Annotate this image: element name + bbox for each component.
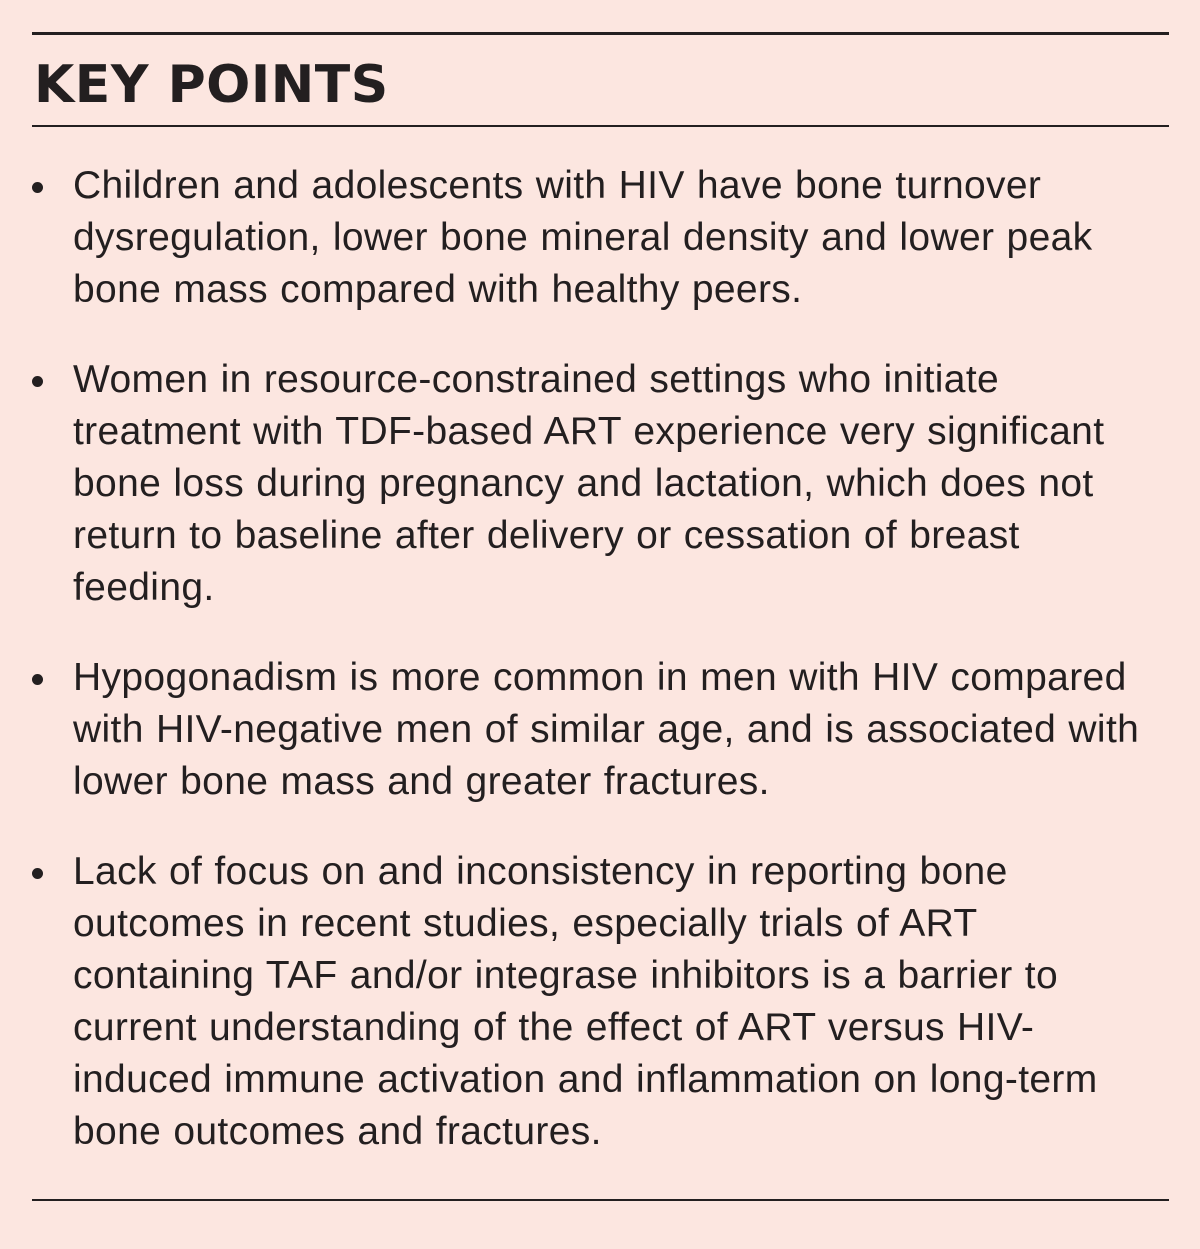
bottom-rule bbox=[32, 1199, 1169, 1201]
heading-rule bbox=[32, 125, 1169, 127]
key-point-text: Lack of focus on and inconsistency in reporting bone outcomes in recent studies, especially trials of ART containing TAF and/or integrase inhibitors is a barrier to current understanding of the effect of ART versus HIV-induced immune activation and inflammation on long-term bone outcomes and fractures. bbox=[73, 850, 1098, 1153]
key-point-item bbox=[32, 160, 1169, 316]
key-points-box bbox=[32, 32, 1169, 1196]
bullet-icon bbox=[32, 182, 43, 193]
bullet-icon bbox=[32, 674, 43, 685]
top-rule bbox=[32, 32, 1169, 35]
key-points-list bbox=[32, 160, 1169, 1158]
key-point-text: Hypogonadism is more common in men with HIV compared with HIV-negative men of similar age, and is associated with lower bone mass and greater fractures. bbox=[73, 656, 1140, 803]
key-points-heading: KEY POINTS bbox=[34, 55, 389, 115]
bullet-icon bbox=[32, 376, 43, 387]
key-point-item bbox=[32, 846, 1169, 1158]
key-point-text: Children and adolescents with HIV have bone turnover dysregulation, lower bone mineral density and lower peak bone mass compared with healthy peers. bbox=[73, 164, 1093, 311]
key-point-text: Women in resource-constrained settings who initiate treatment with TDF-based ART experience very significant bone loss during pregnancy and lactation, which does not return to baseline after delivery or cessation of breast feeding. bbox=[73, 358, 1105, 609]
key-point-item bbox=[32, 354, 1169, 614]
bullet-icon bbox=[32, 868, 43, 879]
key-point-item bbox=[32, 652, 1169, 808]
